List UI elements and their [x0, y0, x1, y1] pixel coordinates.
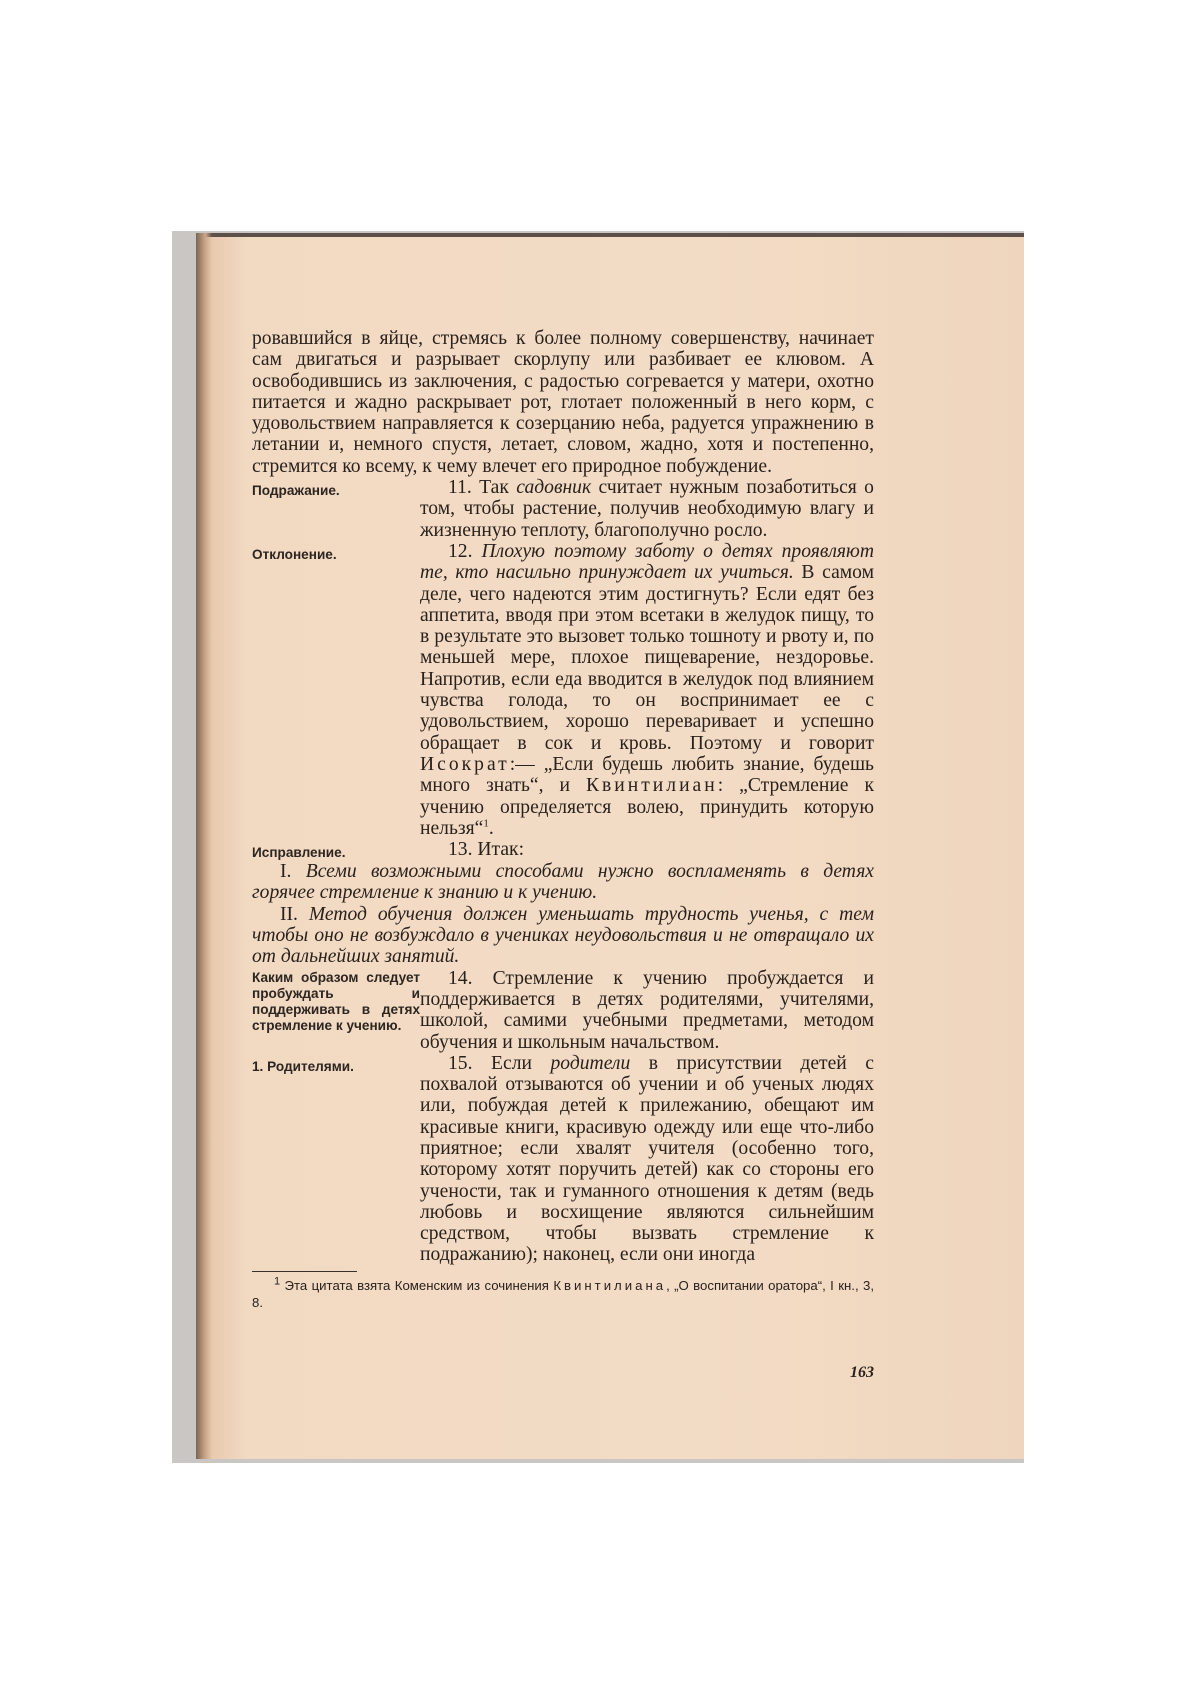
footnote: $^1$ Эта цитата взята Коменским из сочинения Квинтилиана, „О воспитании оратора“, I кн., 3, 8. — [252, 1275, 874, 1310]
emphasis-gardener: садовник — [516, 477, 592, 499]
paragraph-number: 12. — [448, 540, 473, 562]
paragraph-text: Итак: — [477, 839, 525, 861]
emphasis-parents: родители — [550, 1052, 631, 1074]
paragraph-number: 11. — [448, 477, 472, 499]
page-spine-shadow — [196, 233, 212, 1459]
page-number: 163 — [850, 1364, 874, 1381]
paragraph-text: Если — [491, 1052, 532, 1074]
paragraph-10-continuation: ровавшийся в яйце, стремясь к более полному совершенству, начинает сам двигаться и разрывает скорлупу или разбивает ее клювом. А освободившись из заключения, с радостью согревается у матери, охотно питается и жадно раскрывает рот, глотает положенный в него корм, с удовольствием направляется к созерцанию неба, радуется упражнению в летании и, немного спустя, летает, словом, жадно, хотя и постепенно, стремится ко всему, к чему влечет его природное побуждение. — [252, 328, 874, 477]
paragraph-12: Отклонение. 12. Плохую поэтому заботу о детях проявляют те, кто насильно принуждает их учиться. В самом деле, чего надеются этим достигнуть? Если едят без аппетита, вводя при этом всетаки в желудок пищу, то в результате это вызовет только тошноту и рвоту и, по меньшей мере, плохое пищеварение, нездоровье. Напротив, если еда вводится в желудок под влиянием чувства голода, то он воспринимает ее с удовольствием, хорошо переваривает и успешно обращает в сок и кровь. Поэтому и говорит Исократ:— „Если будешь любить знание, будешь много знать“, и Квинтилиан: „Стремление к учению определяется волею, принудить которую нельзя“$^1$. — [252, 540, 874, 839]
margin-note-deviation: Отклонение. — [252, 546, 337, 562]
paragraph-text: В самом деле, чего надеются этим достигнуть? Если едят без аппетита, вводя при этом всетаки в желудок пищу, то в результате это вызовет только тошноту и рвоту и, по меньшей мере, плохое пищеварение, нездоровье. Напротив, если еда вводится в желудок под влиянием чувства голода, то он воспринимает ее с удовольствием, хорошо переваривает и успешно обращает в сок и кровь. Поэтому и говорит — [420, 562, 874, 754]
name-isocrates: Исократ — [420, 753, 510, 775]
paragraph-14 — [252, 968, 874, 1053]
paragraph-text: Стремление к учению пробуждается и поддерживается в детях родителями, учителями, школой, самими учебными предметами, методом обучения и школьным начальством. — [420, 967, 874, 1053]
footnote-divider — [252, 1271, 357, 1272]
paragraph-13 — [252, 839, 874, 861]
paragraph-text: : „Стремление к учению определяется волею, принудить которую нельзя“ — [420, 775, 874, 839]
name-quintilian: Квинтилиан — [585, 775, 718, 797]
paragraph-15 — [252, 1053, 874, 1266]
name-quintilian-footnote: Квинтилиана — [553, 1277, 667, 1293]
paragraph-text: Так — [479, 477, 509, 499]
paragraph-text: в присутствии детей с похвалой отзываются об учении и об ученых людях или, побуждая детей к прилежанию, обещают им красивые книги, красивую одежду или еще что-либо приятное; если хвалят учителя (особенно того, которому хотят поручить детей) как со стороны его учености, так и гуманного отношения к детям (ведь любовь и восхищение являются сильнейшим средством, чтобы вызвать стремление к подражанию); наконец, если они иногда — [420, 1052, 874, 1266]
rule-item-1: I. Всеми возможными способами нужно воспламенять в детях горячее стремление к знанию и к учению. — [252, 861, 874, 904]
footnote-mark: 1 — [274, 1275, 281, 1288]
emphasis-bad-care: Плохую поэтому заботу о детях проявляют те, кто насильно принуждает их учиться. — [420, 540, 874, 584]
paragraph-text: :— „Если будешь любить знание, будешь много знать“, и — [420, 753, 874, 797]
footnote-reference: 1 — [483, 817, 489, 830]
text-column — [252, 328, 874, 1311]
paragraph-11 — [252, 477, 874, 541]
paragraph-number: 15. — [448, 1052, 473, 1074]
margin-note-correction: Исправление. — [252, 845, 346, 861]
paragraph-number: 14. — [448, 967, 473, 989]
rule-item-2: II. Метод обучения должен уменьшать трудность ученья, с тем чтобы оно не возбуждало в учениках неудовольствия и не отвращало их от дальнейших занятий. — [252, 903, 875, 968]
margin-note-how-to-arouse: Каким образом следует пробуждать и поддерживать в детях стремление к учению. — [252, 969, 420, 1033]
paragraph-text: считает нужным позаботиться о том, чтобы растение, получив необходимую влагу и жизненную теплоту, благополучно росло. — [420, 477, 874, 541]
paragraph-number: 13. — [448, 839, 473, 861]
margin-note-imitation: Подражание. — [252, 483, 340, 499]
margin-note-parents: 1. Родителями. — [252, 1058, 354, 1074]
